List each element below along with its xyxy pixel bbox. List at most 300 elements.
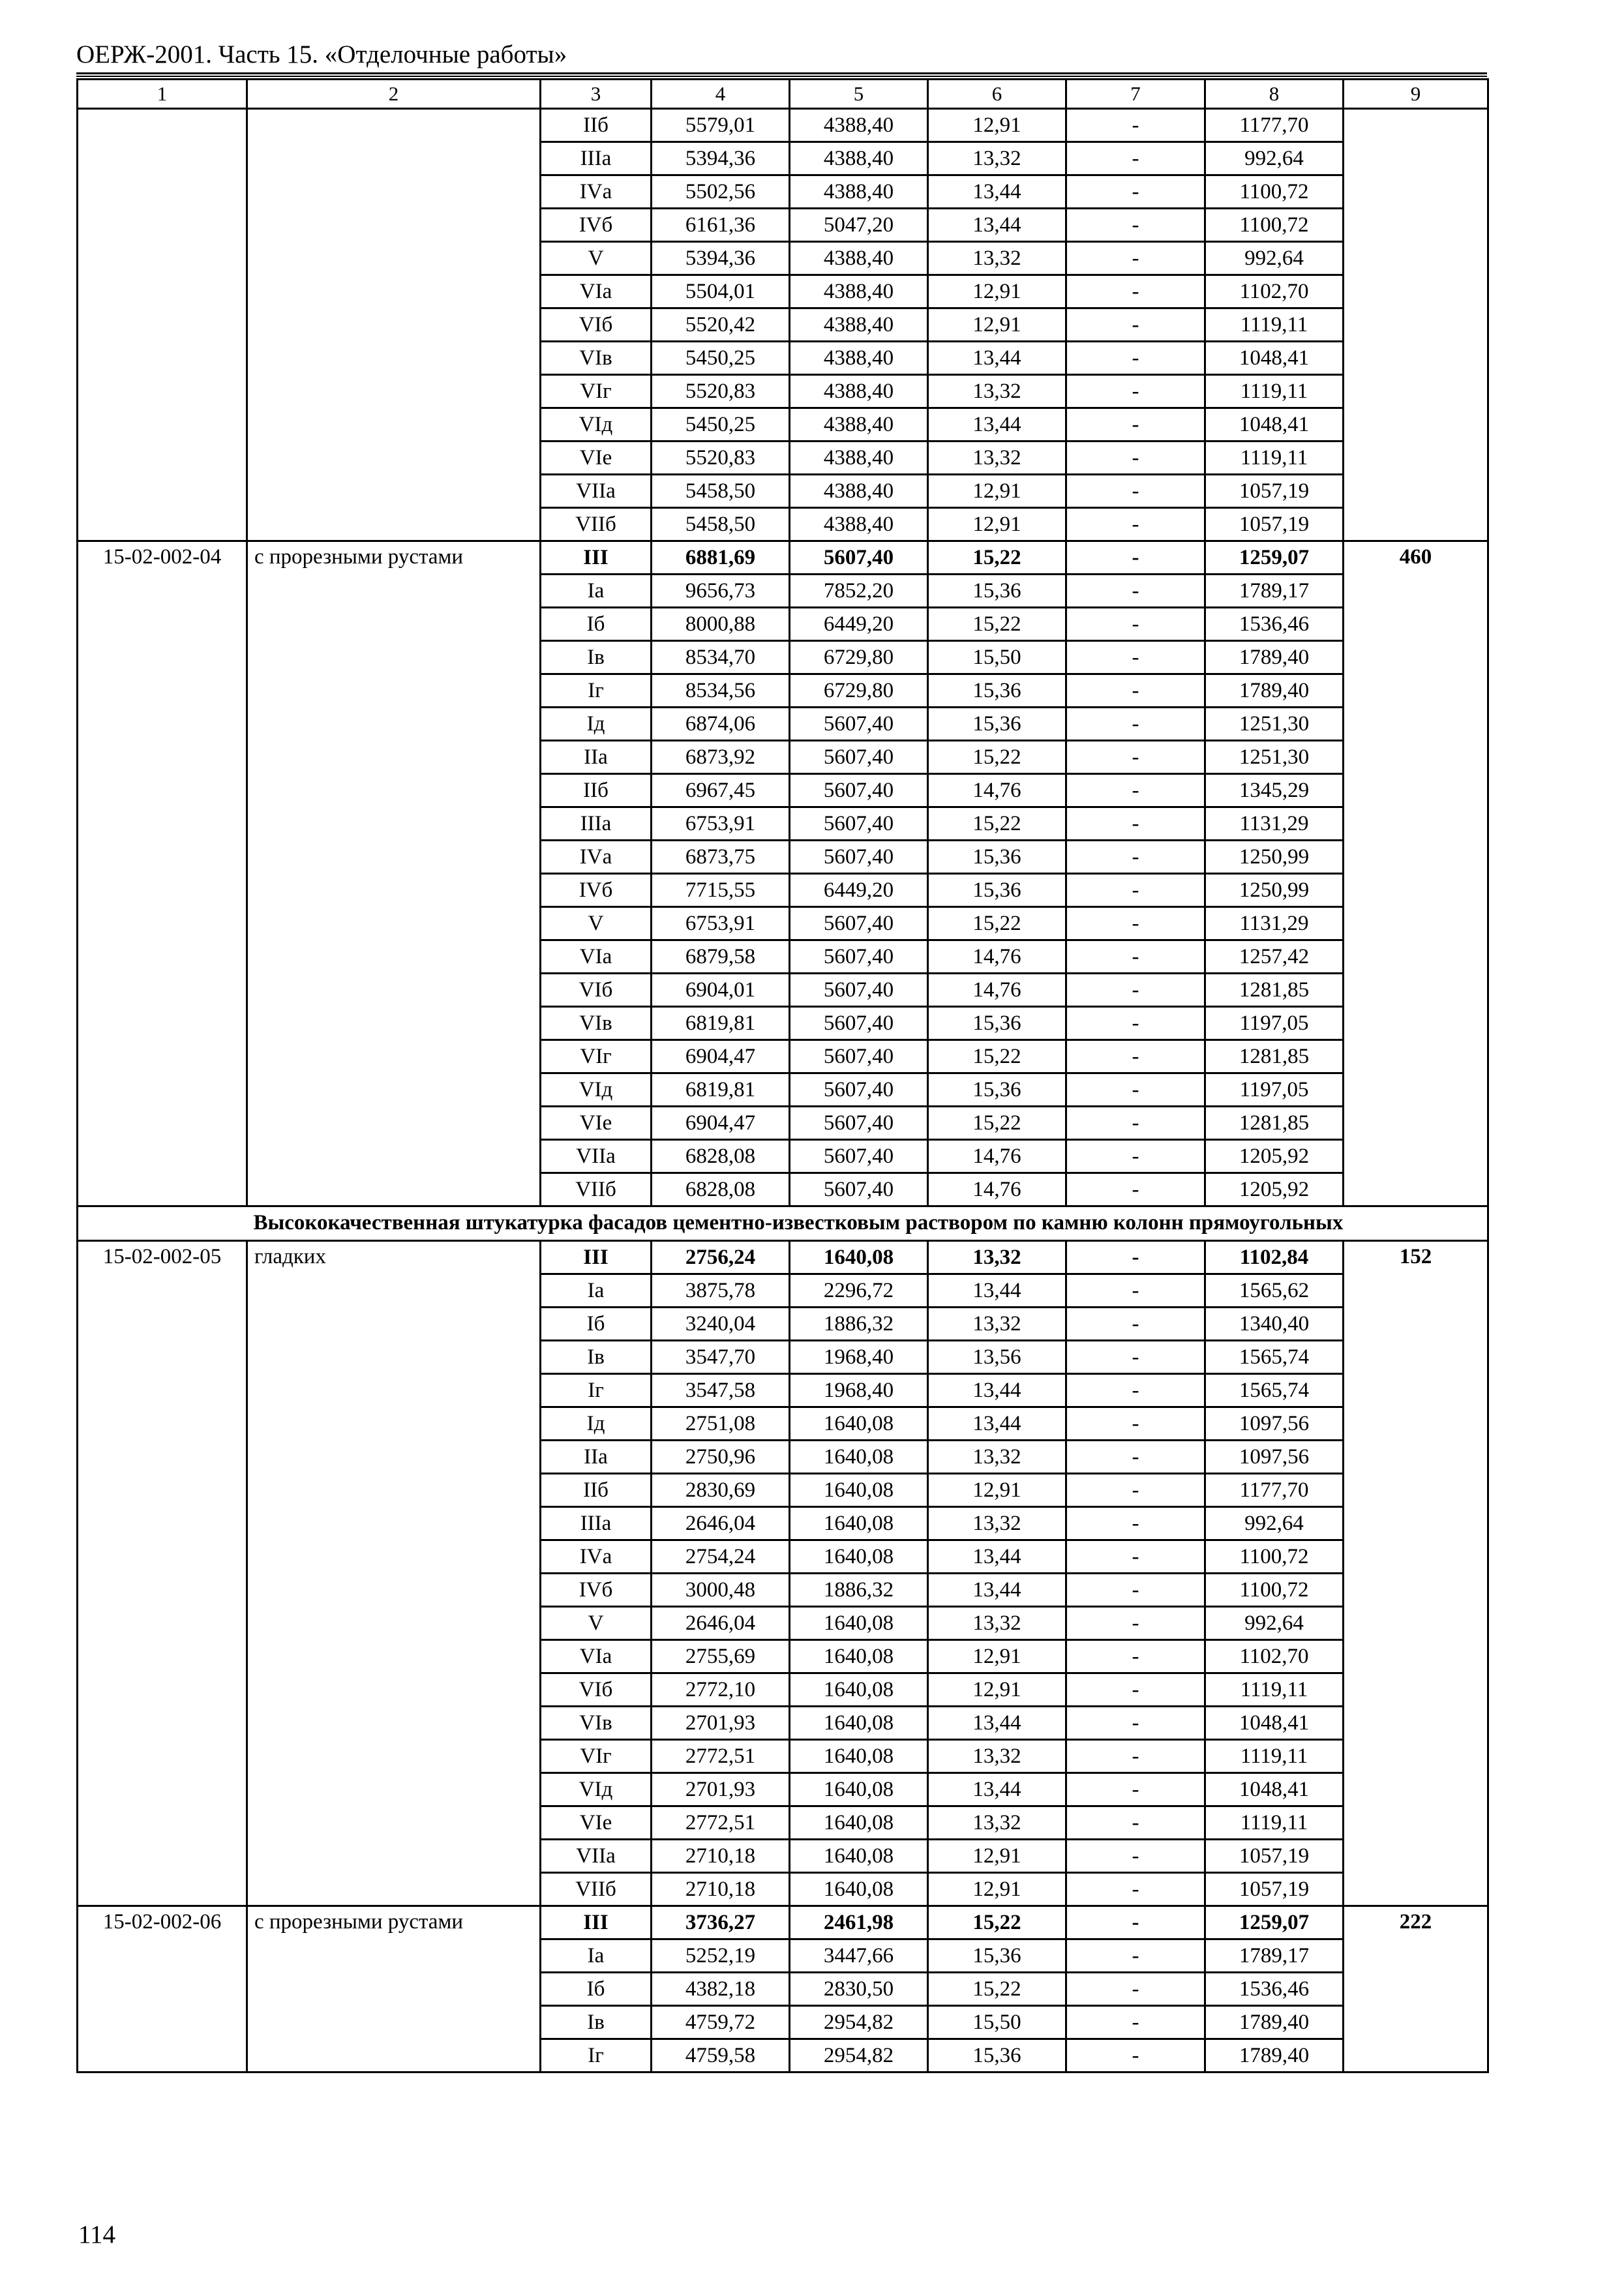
labor-cost-cell (1344, 109, 1488, 541)
operator-wages-cell: - (1066, 1173, 1205, 1206)
materials-cell: 1102,84 (1205, 1241, 1344, 1274)
machines-cell: 13,32 (928, 1241, 1066, 1274)
machines-cell: 13,44 (928, 1274, 1066, 1308)
machines-cell: 15,36 (928, 874, 1066, 907)
category-cell: VIд (541, 1773, 652, 1806)
operator-wages-cell: - (1066, 575, 1205, 608)
category-cell: VIг (541, 1740, 652, 1773)
operator-wages-cell: - (1066, 1806, 1205, 1840)
wages-cell: 2461,98 (790, 1906, 928, 1939)
wages-cell: 6729,80 (790, 674, 928, 708)
document-header: ОЕРЖ-2001. Часть 15. «Отделочные работы» (76, 40, 567, 68)
cost-total-cell: 3875,78 (652, 1274, 790, 1308)
machines-cell: 15,36 (928, 1939, 1066, 1973)
materials-cell: 1340,40 (1205, 1308, 1344, 1341)
machines-cell: 15,22 (928, 608, 1066, 641)
wages-cell: 1968,40 (790, 1341, 928, 1374)
wages-cell: 5607,40 (790, 741, 928, 774)
category-cell: IIIа (541, 1507, 652, 1540)
category-cell: IIIа (541, 807, 652, 841)
materials-cell: 1131,29 (1205, 907, 1344, 940)
materials-cell: 1057,19 (1205, 508, 1344, 541)
cost-total-cell: 5579,01 (652, 109, 790, 142)
machines-cell: 13,44 (928, 1574, 1066, 1607)
operator-wages-cell: - (1066, 1973, 1205, 2006)
operator-wages-cell: - (1066, 1007, 1205, 1040)
machines-cell: 15,22 (928, 1040, 1066, 1073)
machines-cell: 13,32 (928, 242, 1066, 275)
operator-wages-cell: - (1066, 475, 1205, 508)
materials-cell: 1281,85 (1205, 1107, 1344, 1140)
operator-wages-cell: - (1066, 1507, 1205, 1540)
machines-cell: 13,32 (928, 1441, 1066, 1474)
wages-cell: 7852,20 (790, 575, 928, 608)
wages-cell: 4388,40 (790, 242, 928, 275)
cost-total-cell: 6161,36 (652, 209, 790, 242)
machines-cell: 12,91 (928, 1474, 1066, 1507)
section-heading: Высококачественная штукатурка фасадов цементно-известковым раствором по камню колонн прямоугольных (247, 1206, 1488, 1241)
cost-total-cell: 6881,69 (652, 541, 790, 575)
materials-cell: 1100,72 (1205, 1540, 1344, 1574)
cost-total-cell: 2710,18 (652, 1873, 790, 1906)
column-number: 9 (1344, 80, 1488, 109)
category-cell: VIв (541, 1707, 652, 1740)
wages-cell: 5047,20 (790, 209, 928, 242)
rate-code: 15-02-002-04 (78, 541, 247, 1206)
wages-cell: 2830,50 (790, 1973, 928, 2006)
materials-cell: 1119,11 (1205, 308, 1344, 342)
machines-cell: 12,91 (928, 1640, 1066, 1673)
cost-total-cell: 2772,10 (652, 1673, 790, 1707)
operator-wages-cell: - (1066, 874, 1205, 907)
wages-cell: 1640,08 (790, 1707, 928, 1740)
cost-total-cell: 5520,83 (652, 375, 790, 408)
cost-total-cell: 6873,92 (652, 741, 790, 774)
materials-cell: 1250,99 (1205, 874, 1344, 907)
wages-cell: 4388,40 (790, 408, 928, 441)
category-cell: IVб (541, 1574, 652, 1607)
operator-wages-cell: - (1066, 1107, 1205, 1140)
category-cell: VIе (541, 1806, 652, 1840)
cost-total-cell: 8000,88 (652, 608, 790, 641)
category-cell: IIIа (541, 142, 652, 175)
machines-cell: 13,44 (928, 1540, 1066, 1574)
category-cell: Iв (541, 2006, 652, 2039)
table-body (78, 80, 1488, 2072)
operator-wages-cell: - (1066, 441, 1205, 475)
machines-cell: 15,22 (928, 741, 1066, 774)
machines-cell: 13,32 (928, 1607, 1066, 1640)
operator-wages-cell: - (1066, 1374, 1205, 1407)
operator-wages-cell: - (1066, 508, 1205, 541)
category-cell: VIг (541, 375, 652, 408)
category-cell: IIа (541, 1441, 652, 1474)
machines-cell: 13,32 (928, 1806, 1066, 1840)
machines-cell: 15,22 (928, 807, 1066, 841)
cost-total-cell: 4382,18 (652, 1973, 790, 2006)
materials-cell: 1536,46 (1205, 608, 1344, 641)
cost-total-cell: 3547,58 (652, 1374, 790, 1407)
operator-wages-cell: - (1066, 175, 1205, 209)
materials-cell: 1177,70 (1205, 1474, 1344, 1507)
column-number: 3 (541, 80, 652, 109)
operator-wages-cell: - (1066, 841, 1205, 874)
header-rule (76, 72, 1487, 74)
operator-wages-cell: - (1066, 109, 1205, 142)
category-cell: Iа (541, 1939, 652, 1973)
table-row (78, 109, 1488, 142)
cost-total-cell: 6753,91 (652, 907, 790, 940)
column-number: 6 (928, 80, 1066, 109)
category-cell: IVа (541, 1540, 652, 1574)
cost-total-cell: 5458,50 (652, 475, 790, 508)
machines-cell: 14,76 (928, 974, 1066, 1007)
cost-total-cell: 2772,51 (652, 1806, 790, 1840)
category-cell: Iа (541, 575, 652, 608)
operator-wages-cell: - (1066, 1407, 1205, 1441)
materials-cell: 1251,30 (1205, 741, 1344, 774)
cost-total-cell: 3240,04 (652, 1308, 790, 1341)
wages-cell: 1968,40 (790, 1374, 928, 1407)
materials-cell: 1789,40 (1205, 641, 1344, 674)
machines-cell: 13,32 (928, 1740, 1066, 1773)
rate-description: с прорезными рустами (247, 1906, 541, 2072)
category-cell: IVа (541, 841, 652, 874)
operator-wages-cell: - (1066, 641, 1205, 674)
materials-cell: 1565,62 (1205, 1274, 1344, 1308)
operator-wages-cell: - (1066, 608, 1205, 641)
operator-wages-cell: - (1066, 1906, 1205, 1939)
cost-total-cell: 2710,18 (652, 1840, 790, 1873)
category-cell: VIа (541, 275, 652, 308)
machines-cell: 15,36 (928, 575, 1066, 608)
category-cell: VIб (541, 974, 652, 1007)
cost-total-cell: 6967,45 (652, 774, 790, 807)
machines-cell: 14,76 (928, 940, 1066, 974)
operator-wages-cell: - (1066, 2006, 1205, 2039)
wages-cell: 1640,08 (790, 1773, 928, 1806)
operator-wages-cell: - (1066, 1308, 1205, 1341)
materials-cell: 1197,05 (1205, 1073, 1344, 1107)
materials-cell: 1789,40 (1205, 674, 1344, 708)
category-cell: Iг (541, 674, 652, 708)
wages-cell: 1640,08 (790, 1740, 928, 1773)
category-cell: Iд (541, 1407, 652, 1441)
machines-cell: 12,91 (928, 1840, 1066, 1873)
wages-cell: 5607,40 (790, 708, 928, 741)
operator-wages-cell: - (1066, 1740, 1205, 1773)
rate-code: 15-02-002-06 (78, 1906, 247, 2072)
category-cell: Iб (541, 1973, 652, 2006)
operator-wages-cell: - (1066, 342, 1205, 375)
operator-wages-cell: - (1066, 1040, 1205, 1073)
materials-cell: 1536,46 (1205, 1973, 1344, 2006)
operator-wages-cell: - (1066, 209, 1205, 242)
materials-cell: 1048,41 (1205, 342, 1344, 375)
materials-cell: 1259,07 (1205, 541, 1344, 575)
operator-wages-cell: - (1066, 1540, 1205, 1574)
operator-wages-cell: - (1066, 1241, 1205, 1274)
materials-cell: 1789,40 (1205, 2039, 1344, 2072)
materials-cell: 1789,17 (1205, 575, 1344, 608)
wages-cell: 1640,08 (790, 1673, 928, 1707)
wages-cell: 2954,82 (790, 2006, 928, 2039)
materials-cell: 1057,19 (1205, 475, 1344, 508)
materials-cell: 1197,05 (1205, 1007, 1344, 1040)
wages-cell: 5607,40 (790, 541, 928, 575)
operator-wages-cell: - (1066, 541, 1205, 575)
machines-cell: 12,91 (928, 475, 1066, 508)
materials-cell: 1119,11 (1205, 1673, 1344, 1707)
machines-cell: 15,36 (928, 1073, 1066, 1107)
cost-total-cell: 3000,48 (652, 1574, 790, 1607)
cost-total-cell: 6828,08 (652, 1173, 790, 1206)
cost-total-cell: 2646,04 (652, 1507, 790, 1540)
operator-wages-cell: - (1066, 242, 1205, 275)
wages-cell: 1640,08 (790, 1441, 928, 1474)
operator-wages-cell: - (1066, 674, 1205, 708)
category-cell: VIIб (541, 1873, 652, 1906)
machines-cell: 13,44 (928, 1407, 1066, 1441)
cost-total-cell: 6753,91 (652, 807, 790, 841)
machines-cell: 15,36 (928, 841, 1066, 874)
cost-total-cell: 2772,51 (652, 1740, 790, 1773)
wages-cell: 5607,40 (790, 1073, 928, 1107)
wages-cell: 4388,40 (790, 175, 928, 209)
table-row (78, 1241, 1488, 1274)
wages-cell: 1640,08 (790, 1840, 928, 1873)
wages-cell: 1640,08 (790, 1640, 928, 1673)
cost-total-cell: 5458,50 (652, 508, 790, 541)
machines-cell: 13,32 (928, 375, 1066, 408)
section-heading-row (78, 1206, 1488, 1241)
column-number: 4 (652, 80, 790, 109)
materials-cell: 1281,85 (1205, 1040, 1344, 1073)
wages-cell: 5607,40 (790, 940, 928, 974)
machines-cell: 13,44 (928, 1773, 1066, 1806)
category-cell: IIб (541, 1474, 652, 1507)
cost-total-cell: 6874,06 (652, 708, 790, 741)
wages-cell: 1886,32 (790, 1308, 928, 1341)
category-cell: IIб (541, 109, 652, 142)
wages-cell: 2296,72 (790, 1274, 928, 1308)
operator-wages-cell: - (1066, 741, 1205, 774)
wages-cell: 5607,40 (790, 1040, 928, 1073)
category-cell: VIв (541, 1007, 652, 1040)
machines-cell: 15,50 (928, 641, 1066, 674)
materials-cell: 1250,99 (1205, 841, 1344, 874)
category-cell: VIIб (541, 1173, 652, 1206)
machines-cell: 13,56 (928, 1341, 1066, 1374)
machines-cell: 15,22 (928, 1906, 1066, 1939)
category-cell: VIе (541, 441, 652, 475)
machines-cell: 13,44 (928, 1374, 1066, 1407)
cost-total-cell: 5450,25 (652, 342, 790, 375)
labor-cost-cell: 152 (1344, 1241, 1488, 1906)
category-cell: V (541, 1607, 652, 1640)
materials-cell: 1251,30 (1205, 708, 1344, 741)
rate-description (247, 109, 541, 541)
materials-cell: 1281,85 (1205, 974, 1344, 1007)
category-cell: V (541, 242, 652, 275)
operator-wages-cell: - (1066, 1707, 1205, 1740)
machines-cell: 12,91 (928, 1673, 1066, 1707)
materials-cell: 1789,40 (1205, 2006, 1344, 2039)
materials-cell: 1048,41 (1205, 408, 1344, 441)
labor-cost-cell: 222 (1344, 1906, 1488, 2072)
category-cell: IIб (541, 774, 652, 807)
materials-cell: 1205,92 (1205, 1140, 1344, 1173)
cost-total-cell: 6904,47 (652, 1107, 790, 1140)
operator-wages-cell: - (1066, 1773, 1205, 1806)
operator-wages-cell: - (1066, 1441, 1205, 1474)
machines-cell: 15,36 (928, 674, 1066, 708)
wages-cell: 4388,40 (790, 109, 928, 142)
cost-total-cell: 5394,36 (652, 242, 790, 275)
cost-total-cell: 5450,25 (652, 408, 790, 441)
page-number: 114 (78, 2221, 116, 2249)
column-number: 2 (247, 80, 541, 109)
operator-wages-cell: - (1066, 907, 1205, 940)
cost-total-cell: 5252,19 (652, 1939, 790, 1973)
wages-cell: 1640,08 (790, 1806, 928, 1840)
rate-code (78, 109, 247, 541)
machines-cell: 15,22 (928, 907, 1066, 940)
machines-cell: 15,22 (928, 1973, 1066, 2006)
cost-total-cell: 9656,73 (652, 575, 790, 608)
category-cell: VIд (541, 408, 652, 441)
machines-cell: 13,44 (928, 175, 1066, 209)
machines-cell: 13,32 (928, 1507, 1066, 1540)
cost-total-cell: 5520,83 (652, 441, 790, 475)
materials-cell: 992,64 (1205, 142, 1344, 175)
operator-wages-cell: - (1066, 940, 1205, 974)
category-cell: IVб (541, 209, 652, 242)
machines-cell: 15,22 (928, 1107, 1066, 1140)
category-cell: III (541, 1906, 652, 1939)
machines-cell: 12,91 (928, 109, 1066, 142)
operator-wages-cell: - (1066, 1274, 1205, 1308)
operator-wages-cell: - (1066, 708, 1205, 741)
category-cell: III (541, 1241, 652, 1274)
wages-cell: 2954,82 (790, 2039, 928, 2072)
wages-cell: 3447,66 (790, 1939, 928, 1973)
category-cell: Iв (541, 641, 652, 674)
operator-wages-cell: - (1066, 275, 1205, 308)
category-cell: VIIа (541, 1140, 652, 1173)
operator-wages-cell: - (1066, 774, 1205, 807)
wages-cell: 4388,40 (790, 275, 928, 308)
category-cell: VIа (541, 940, 652, 974)
category-cell: Iг (541, 1374, 652, 1407)
operator-wages-cell: - (1066, 1673, 1205, 1707)
category-cell: VIIа (541, 475, 652, 508)
cost-total-cell: 6879,58 (652, 940, 790, 974)
wages-cell: 4388,40 (790, 475, 928, 508)
category-cell: VIа (541, 1640, 652, 1673)
operator-wages-cell: - (1066, 1607, 1205, 1640)
materials-cell: 992,64 (1205, 242, 1344, 275)
header-rule-secondary (76, 76, 1487, 77)
machines-cell: 14,76 (928, 1173, 1066, 1206)
wages-cell: 1640,08 (790, 1507, 928, 1540)
category-cell: VIг (541, 1040, 652, 1073)
machines-cell: 12,91 (928, 1873, 1066, 1906)
wages-cell: 4388,40 (790, 308, 928, 342)
machines-cell: 12,91 (928, 508, 1066, 541)
operator-wages-cell: - (1066, 375, 1205, 408)
materials-cell: 1102,70 (1205, 1640, 1344, 1673)
wages-cell: 1640,08 (790, 1873, 928, 1906)
category-cell: III (541, 541, 652, 575)
machines-cell: 13,44 (928, 1707, 1066, 1740)
machines-cell: 13,32 (928, 441, 1066, 475)
machines-cell: 13,32 (928, 142, 1066, 175)
wages-cell: 5607,40 (790, 1107, 928, 1140)
cost-total-cell: 4759,58 (652, 2039, 790, 2072)
labor-cost-cell: 460 (1344, 541, 1488, 1206)
cost-total-cell: 6819,81 (652, 1007, 790, 1040)
materials-cell: 1100,72 (1205, 1574, 1344, 1607)
cost-total-cell: 2830,69 (652, 1474, 790, 1507)
wages-cell: 6449,20 (790, 874, 928, 907)
materials-cell: 1048,41 (1205, 1773, 1344, 1806)
cost-total-cell: 3547,70 (652, 1341, 790, 1374)
operator-wages-cell: - (1066, 1474, 1205, 1507)
rate-code: 15-02-002-05 (78, 1241, 247, 1906)
materials-cell: 1205,92 (1205, 1173, 1344, 1206)
cost-total-cell: 2751,08 (652, 1407, 790, 1441)
wages-cell: 4388,40 (790, 508, 928, 541)
category-cell: IVб (541, 874, 652, 907)
machines-cell: 15,36 (928, 2039, 1066, 2072)
machines-cell: 13,44 (928, 209, 1066, 242)
materials-cell: 1097,56 (1205, 1407, 1344, 1441)
materials-cell: 1119,11 (1205, 1740, 1344, 1773)
column-number: 7 (1066, 80, 1205, 109)
materials-cell: 1119,11 (1205, 441, 1344, 475)
operator-wages-cell: - (1066, 807, 1205, 841)
operator-wages-cell: - (1066, 1939, 1205, 1973)
category-cell: Iд (541, 708, 652, 741)
cost-total-cell: 2756,24 (652, 1241, 790, 1274)
materials-cell: 1100,72 (1205, 175, 1344, 209)
cost-total-cell: 6904,47 (652, 1040, 790, 1073)
machines-cell: 14,76 (928, 1140, 1066, 1173)
machines-cell: 15,36 (928, 708, 1066, 741)
wages-cell: 4388,40 (790, 342, 928, 375)
wages-cell: 5607,40 (790, 807, 928, 841)
table-row (78, 541, 1488, 575)
wages-cell: 1640,08 (790, 1540, 928, 1574)
wages-cell: 5607,40 (790, 1007, 928, 1040)
cost-total-cell: 8534,70 (652, 641, 790, 674)
materials-cell: 1097,56 (1205, 1441, 1344, 1474)
wages-cell: 4388,40 (790, 142, 928, 175)
cost-total-cell: 5504,01 (652, 275, 790, 308)
category-cell: IIа (541, 741, 652, 774)
cost-total-cell: 5520,42 (652, 308, 790, 342)
materials-cell: 1131,29 (1205, 807, 1344, 841)
machines-cell: 12,91 (928, 308, 1066, 342)
wages-cell: 4388,40 (790, 441, 928, 475)
cost-total-cell: 2754,24 (652, 1540, 790, 1574)
wages-cell: 5607,40 (790, 974, 928, 1007)
operator-wages-cell: - (1066, 2039, 1205, 2072)
materials-cell: 1259,07 (1205, 1906, 1344, 1939)
column-number: 8 (1205, 80, 1344, 109)
column-number: 1 (78, 80, 247, 109)
